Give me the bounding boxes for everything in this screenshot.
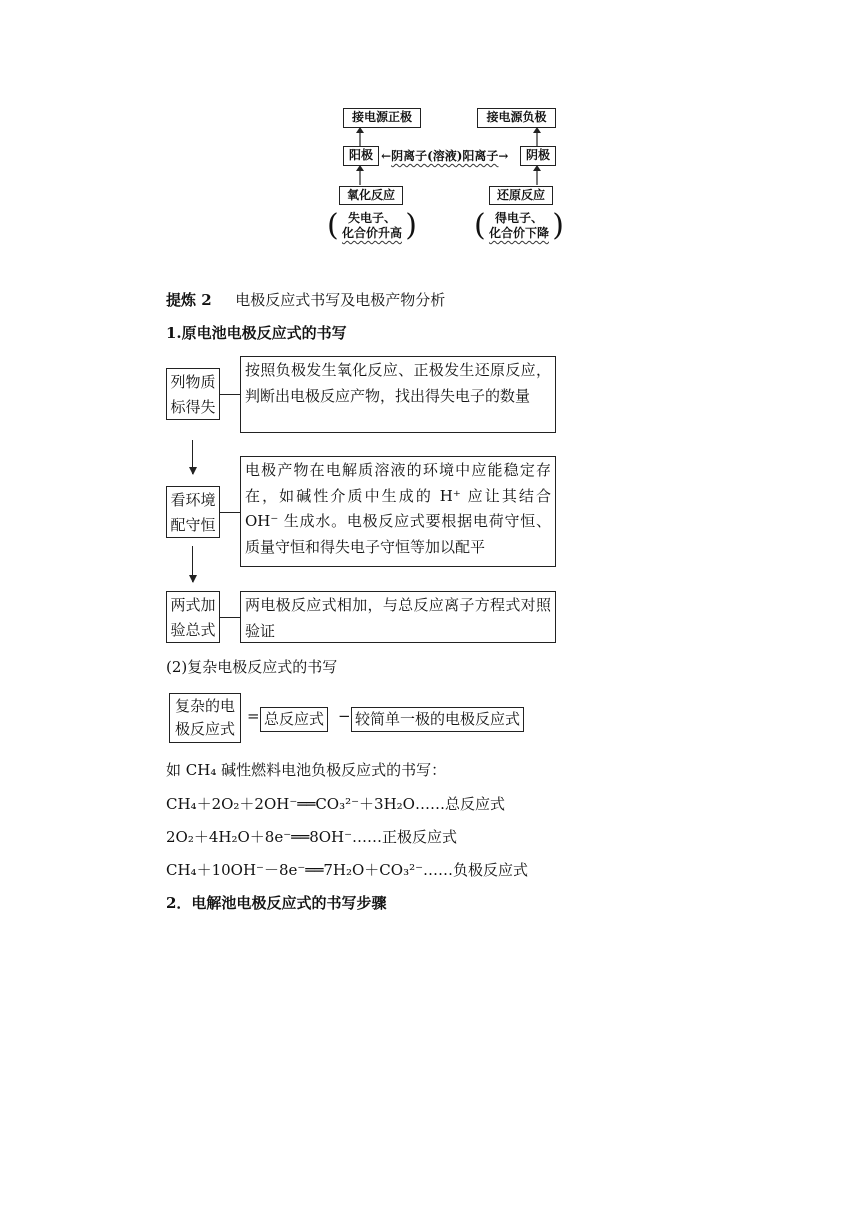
equation-total: CH₄＋2O₂＋2OH⁻══CO₃²⁻＋3H₂O……总反应式 xyxy=(166,795,505,813)
section-heading: 提炼 2 电极反应式书写及电极产物分析 xyxy=(166,291,446,309)
step3-left-box: 两式加验总式 xyxy=(166,591,220,643)
anode-source-box: 接电源正极 xyxy=(343,108,421,128)
equation-positive: 2O₂＋4H₂O＋8e⁻══8OH⁻……正极反应式 xyxy=(166,828,458,846)
step2-left-box: 看环境配守恒 xyxy=(166,486,220,538)
example-intro: 如 CH₄ 碱性燃料电池负极反应式的书写： xyxy=(166,761,447,779)
cathode-box: 阴极 xyxy=(520,146,556,166)
connector-line xyxy=(220,617,240,618)
equation-negative: CH₄＋10OH⁻－8e⁻══7H₂O＋CO₃²⁻……负极反应式 xyxy=(166,861,529,879)
step2-right-box: 电极产物在电解质溶液的环境中应能稳定存在，如碱性介质中生成的 H⁺ 应让其结合 OH⁻ 生成水。电极反应式要根据电荷守恒、质量守恒和得失电子守恒等加以配平 xyxy=(240,456,556,567)
reduction-box: 还原反应 xyxy=(489,186,553,205)
complex-title: (2)复杂电极反应式的书写 xyxy=(166,658,338,676)
cathode-source-box: 接电源负极 xyxy=(477,108,556,128)
subsection-galvanic: 1.原电池电极反应式的书写 xyxy=(166,324,347,342)
total-reaction-box: 总反应式 xyxy=(260,707,328,732)
step1-left-box: 列物质标得失 xyxy=(166,368,220,420)
simpler-electrode-box: 较简单一极的电极反应式 xyxy=(351,707,524,732)
connector-line xyxy=(220,394,240,395)
ion-flow-label: ←阴离子(溶液)阳离子→ xyxy=(381,149,509,163)
minus-sign: − xyxy=(338,707,351,725)
oxidation-box: 氧化反应 xyxy=(339,186,403,205)
down-arrow-icon xyxy=(192,440,193,474)
step1-right-box: 按照负极发生氧化反应、正极发生还原反应，判断出电极反应产物，找出得失电子的数量 xyxy=(240,356,556,433)
anode-note: ( 失电子、 化合价升高 ) xyxy=(327,208,417,243)
cathode-note: ( 得电子、 化合价下降 ) xyxy=(474,208,564,243)
complex-box: 复杂的电极反应式 xyxy=(169,693,241,743)
step3-right-box: 两电极反应式相加，与总反应离子方程式对照验证 xyxy=(240,591,556,643)
equals-sign: = xyxy=(247,707,260,725)
subsection-electrolysis: 2．电解池电极反应式的书写步骤 xyxy=(166,894,387,912)
left-arrow-icon: ← xyxy=(381,149,392,163)
down-arrow-icon xyxy=(192,546,193,582)
connector-line xyxy=(220,512,240,513)
right-arrow-icon: → xyxy=(498,149,509,163)
anode-box: 阳极 xyxy=(343,146,379,166)
